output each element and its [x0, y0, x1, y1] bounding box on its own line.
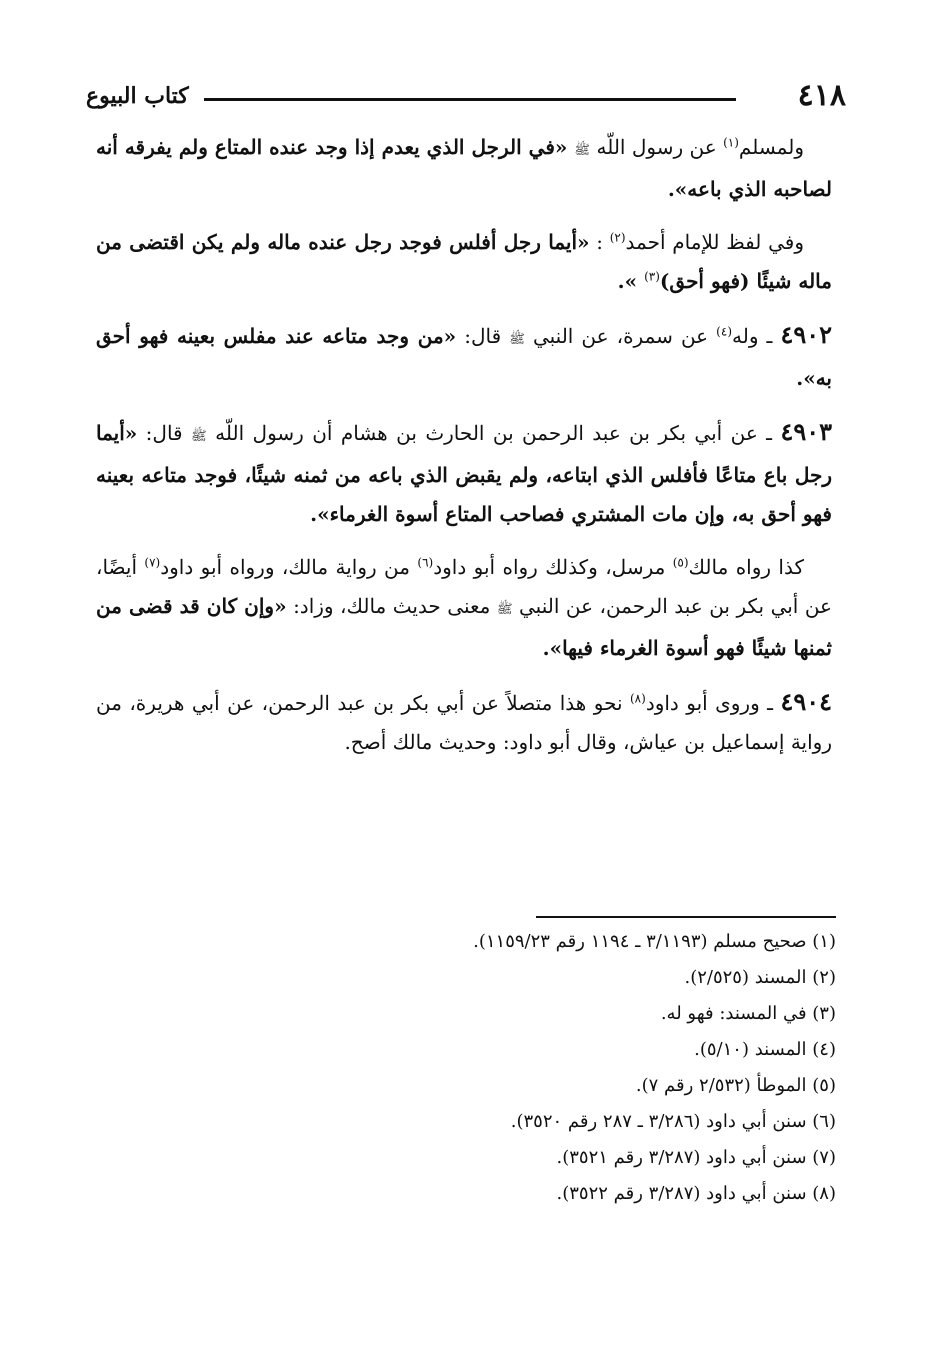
footnote-ref: (٦) [417, 555, 434, 570]
hadith-4903 [96, 412, 832, 534]
footnote-rule [536, 916, 836, 918]
text-segment: عن رسول اللّه [590, 135, 724, 159]
main-text [96, 128, 832, 776]
text-segment: : [589, 230, 610, 254]
salawat-glyph: ﷺ [509, 332, 525, 347]
footnote-3: (٣) في المسند: فهو له. [660, 1003, 836, 1024]
hadith-quote: «وإن كان قد قضى من ثمنها شيئًا فهو أسوة الغرماء فيها». [96, 594, 832, 660]
page-header [86, 78, 846, 118]
text-segment: ولمسلم [738, 135, 804, 159]
footnote-ref: (٨) [629, 691, 646, 706]
paragraph-ahmad [96, 223, 832, 301]
text-segment: ـ عن أبي بكر بن عبد الرحمن بن الحارث بن هشام أن رسول اللّه [206, 421, 781, 445]
salawat-glyph: ﷺ [574, 143, 591, 158]
hadith-4904 [96, 682, 832, 762]
salawat-glyph: ﷺ [496, 602, 513, 617]
hadith-number: ٤٩٠٤ [780, 687, 833, 716]
footnote-5: (٥) الموطأ (٢/٥٣٢ رقم ٧). [635, 1075, 836, 1096]
text-segment: نحو هذا متصلاً عن أبي بكر بن عبد الرحمن، عن أبي هريرة، من رواية إسماعيل بن عياش، وقال أبو داود: وحديث مالك أصح. [96, 691, 832, 754]
running-title: كتاب البيوع [86, 83, 189, 109]
header-rule [204, 98, 736, 101]
footnote-6: (٦) سنن أبي داود (٣/٢٨٦ ـ ٢٨٧ رقم ٣٥٢٠). [510, 1111, 836, 1132]
hadith-number: ٤٩٠٢ [780, 320, 832, 349]
hadith-4902 [96, 315, 832, 398]
footnote-2: (٢) المسند (٢/٥٢٥). [684, 967, 836, 988]
text-segment: كذا رواه مالك [688, 555, 805, 579]
footnote-7: (٧) سنن أبي داود (٣/٢٨٧ رقم ٣٥٢١). [556, 1147, 836, 1168]
hadith-quote: «في الرجل الذي يعدم إذا وجد عنده المتاع ولم يفرقه أنه لصاحبه الذي باعه». [96, 135, 832, 201]
text-segment: عن سمرة، عن النبي [524, 324, 717, 348]
text-segment: ـ وله [732, 324, 781, 348]
footnotes [96, 924, 836, 1212]
footnote-ref: (٤) [716, 324, 732, 339]
footnote-ref: (١) [723, 135, 739, 150]
hadith-quote: «أيما رجل أفلس فوجد رجل عنده ماله ولم يكن اقتضى من ماله شيئًا (فهو أحق) [96, 230, 832, 293]
text-segment: وفي لفظ للإمام أحمد [625, 230, 805, 254]
salawat-glyph: ﷺ [191, 429, 207, 444]
footnote-4: (٤) المسند (٥/١٠). [694, 1039, 836, 1060]
footnote-1: (١) صحيح مسلم (٣/١١٩٣ ـ ١١٩٤ رقم ١١٥٩/٢٣). [473, 931, 836, 952]
footnote-ref: (٣) [644, 269, 660, 284]
text-segment: ـ وروى أبو داود [645, 691, 781, 715]
text-segment: قال: [137, 421, 192, 445]
text-segment: ». [617, 269, 645, 293]
footnote-ref: (٥) [672, 555, 689, 570]
footnote-ref: (٢) [609, 230, 626, 245]
text-segment: قال: [456, 324, 510, 348]
page-number: ٤١٨ [797, 78, 846, 113]
text-segment: أيضًا، عن أبي بكر بن عبد الرحمن، عن النبي [96, 555, 832, 618]
footnote-8: (٨) سنن أبي داود (٣/٢٨٧ رقم ٣٥٢٢). [556, 1183, 836, 1204]
hadith-quote: «أيما رجل باع متاعًا فأفلس الذي ابتاعه، ولم يقبض الذي باعه من ثمنه شيئًا، فوجد متاعه بعينه فهو أحق به، وإن مات المشتري فصاحب المتاع أسوة الغرماء». [96, 421, 832, 526]
hadith-quote: «من وجد متاعه عند مفلس بعينه فهو أحق به». [96, 324, 832, 390]
paragraph-muslim [96, 128, 832, 209]
paragraph-malik [96, 548, 832, 668]
text-segment: من رواية مالك، ورواه أبو داود [160, 555, 418, 579]
text-segment: مرسل، وكذلك رواه أبو داود [433, 555, 673, 579]
hadith-number: ٤٩٠٣ [780, 417, 832, 446]
text-segment: معنى حديث مالك، وزاد: [286, 594, 497, 618]
footnote-ref: (٧) [144, 555, 161, 570]
